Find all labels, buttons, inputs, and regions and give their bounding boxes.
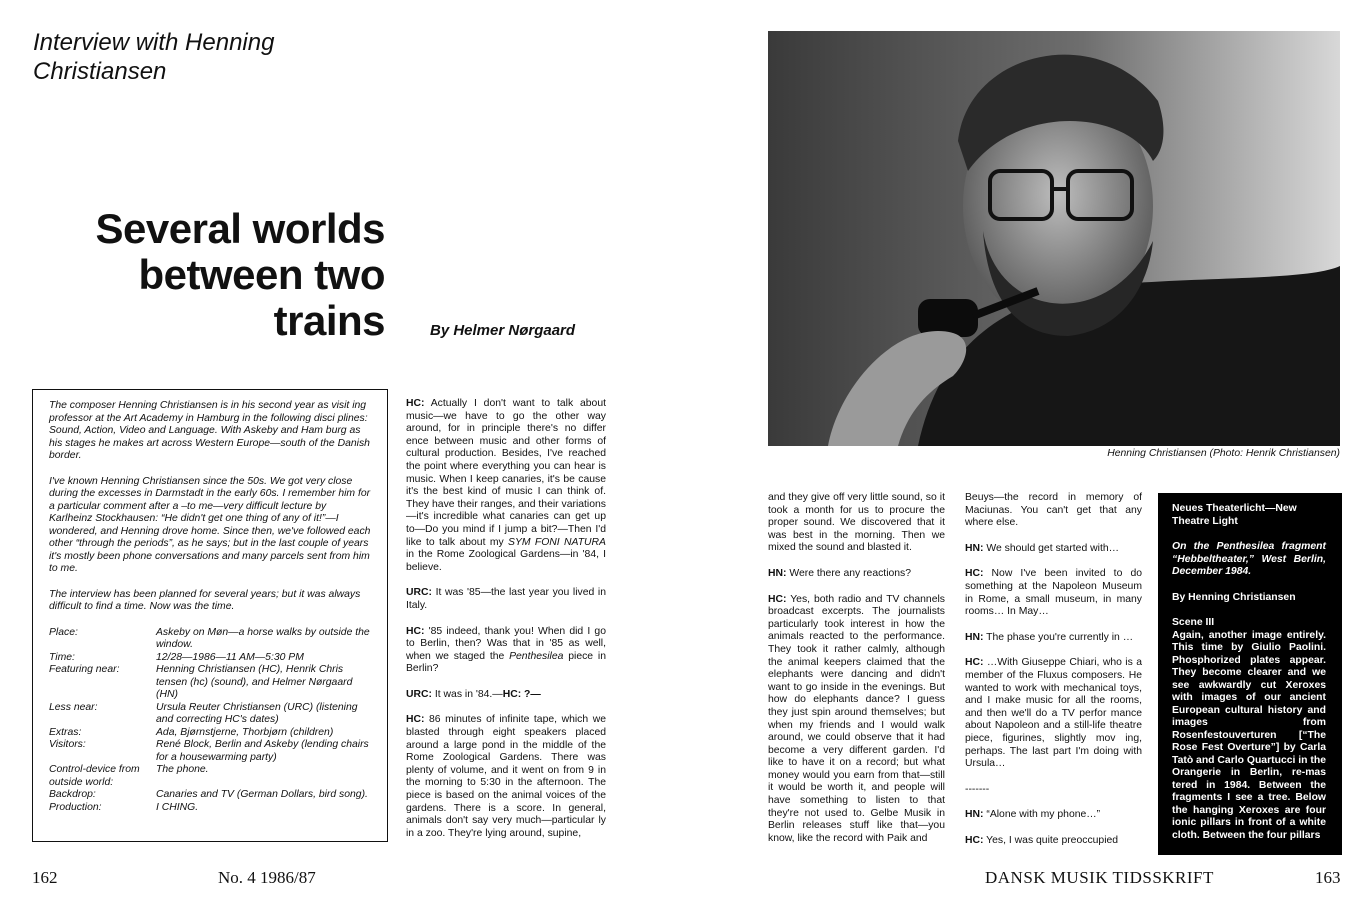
facts-value: Henning Christiansen (HC), Henrik Chris tensen (hc) (sound), and Helmer Nørgaard (HN) [156,664,353,700]
paragraph-text: The phase you're currently in … [983,631,1134,643]
sidebar-body: Again, another image entirely. This time by Giulio Paolini. Phosphorized plates appear. They become clearer and we see awkwardly cut Xeroxes with images of our ancient European cultural history and images from Rosenfestouverturen [“The Rose Fest Overture”] by Carla Tatò and Carlo Quartucci in the Orangerie in Berlin, re-mas tered in 1984. Between the fragments I see a tree. Below the hanging Xeroxes are four ionic pillars in front of a white cloth. Between the four pillars [1172,629,1326,841]
facts-value: 12/28—1986—11 AM—5:30 PM [156,651,304,663]
paragraph-text: Actually I don't want to talk about music—we have to go the other way around, for in principle there's no differ ence between music and other forms of cultural production. Besides, I've reached the point where everything you can hear is music. When I keep canaries, it's be cause it's the best kind of music I can think of. They have their ranges, and their variations—it's incredible what canaries can get up to—Do you mind if I jump a bit?—Then I'd like to talk about my [406,398,606,548]
headline-line-3: trains [273,297,385,344]
article-headline [40,206,385,344]
facts-row [49,702,371,727]
speaker-label: HN: [965,809,984,821]
journal-title: DANSK MUSIK TIDSSKRIFT [985,868,1214,887]
paragraph-text: Yes, I was quite preoccupied [983,834,1119,846]
sidebar-box [1158,493,1342,855]
speaker-label: HC: [965,834,984,846]
interview-paragraph [965,543,1142,556]
page-number-left: 162 [32,868,58,887]
interview-paragraph [406,398,606,574]
interview-paragraph [965,809,1142,822]
paragraph-text: in the Rome Zoological Gardens—in '84, I believe. [406,549,606,573]
facts-label: Place: [49,626,78,638]
speaker-label: HC: [768,593,787,605]
paragraph-text: Now I've been invited to do something at the Napoleon Museum in Rome, a small museum, in many rooms… In May… [965,568,1142,618]
facts-label: Less near: [49,701,98,713]
speaker-label: HN: [768,567,787,579]
interview-paragraph [768,594,945,846]
interview-paragraph [965,835,1142,848]
speaker-label: HC: [406,398,425,409]
interview-paragraph [406,626,606,676]
interview-paragraph [965,568,1142,618]
interview-paragraph [965,632,1142,645]
facts-label: Visitors: [49,739,86,750]
facts-value: René Block, Berlin and Askeby (lending chairs for a housewarming party) [156,739,369,763]
portrait-photo [768,31,1340,446]
intro-paragraph: I've known Henning Christiansen since the 50s. We got very close during the excesses in Darmstadt in the early 60s. I remember him for a particular comment after a –to me—very difficult lecture by Karlheinz Stockhausen: “He didn't get one thing of any of it!”—I wondered, and Henning drove home. Since then, we've followed each other “through the periods”, as he says; but in the last couple of years it's mostly been phone conversations and many parcels sent from him to me. [49,475,371,574]
headline-line-1: Several worlds [95,205,385,252]
interview-paragraph [965,657,1142,770]
facts-row [49,652,371,665]
paragraph-text: 86 minutes of infinite tape, which we blasted through eight speakers placed around a large pond in the middle of the Rome Zoological Gardens. There was plenty of volume, and it went on from 9 in the morning to 5:30 in the afternoon. The piece is based on the animal voices of the gardens. There is a score. In general, animals don't say very much—particular ly in a zoo. They're lying around, supine, [406,714,606,839]
facts-label: Featuring near: [49,664,120,675]
speaker-label: HN: [965,542,984,554]
portrait-image [768,31,1340,446]
interview-column-3 [965,492,1142,860]
paragraph-text: Were there any reactions? [786,567,912,579]
interview-paragraph [406,689,606,702]
speaker-label: HC: [406,714,425,726]
facts-label: Extras: [49,726,82,738]
paragraph-text: and they give off very little sound, so it took a month for us to procure the proper sound. We discovered that it was best in the morning. Then we mixed the sound and blasted it. [768,492,945,554]
facts-value: Canaries and TV (German Dollars, bird song). [156,789,368,800]
facts-value: The phone. [156,764,209,775]
facts-row [49,664,371,702]
speaker-label: URC: [406,688,432,700]
sidebar-scene: Scene III [1172,617,1215,628]
issue-label: No. 4 1986/87 [218,868,316,887]
speaker-label: HC: [406,625,425,637]
sidebar-author: By Henning Christiansen [1172,591,1296,603]
interview-paragraph [965,492,1142,530]
article-byline: By Helmer Nørgaard [430,322,576,339]
facts-row [49,727,371,740]
interview-paragraph [406,714,606,840]
sidebar-title: Neues Theaterlicht—New Theatre Light [1172,503,1297,527]
facts-row [49,789,371,802]
facts-row [49,802,371,815]
facts-value: I CHING. [156,801,199,813]
sidebar-subtitle: On the Penthesilea fragment “Hebbeltheater,” West Berlin, December 1984. [1172,541,1326,577]
paragraph-text: “Alone with my phone…” [983,809,1101,821]
speaker-label: HN: [965,631,984,643]
article-kicker: Interview with Henning Christiansen [33,29,275,85]
interview-column-1 [406,398,606,853]
facts-row [49,739,371,764]
intro-paragraph: The composer Henning Christiansen is in his second year as visit ing professor at the Art Academy in Hamburg in the following disci plines: Sound, Action, Video and Language. With Askeby and Ham burg as his stages he makes art across Western Europe—south of the Danish border. [49,400,370,461]
page-number-right: 163 [1315,868,1341,887]
facts-value: Askeby on Møn—a horse walks by outside the window. [156,626,370,650]
intro-box [32,389,388,842]
facts-label: Control-device from outside world: [49,764,140,788]
paragraph-text: Yes, both radio and TV channels broadcast excerpts. The journalists particularly took interest in how the animals reacted to the performance. They took it rather calmly, although the animal keepers claimed that the elephants were dancing and didn't want to go inside in the evenings. But how do elephants dance? I guess they just spin around themselves; but when my friends and I would walk around, we could observe that it had become a very different garden. I'd like to have it on a record; but what money would you earn from that—still it would be worth it, and people will have something to listen to that they're not used to. Gelbe Musik in Berlin releases stuff like that—you know, like the record with Paik and [768,593,945,844]
section-divider [965,784,1142,797]
facts-row [49,764,371,789]
interview-paragraph [768,492,945,555]
speaker-label: HC: [965,657,984,669]
paragraph-text: ------- [965,783,990,795]
facts-value: Ada, Bjørnstjerne, Thorbjørn (children) [156,726,334,738]
interview-paragraph [406,587,606,612]
facts-label: Time: [49,651,75,663]
paragraph-text: piece in Berlin? [406,650,606,675]
photo-caption: Henning Christiansen (Photo: Henrik Christiansen) [1107,448,1340,459]
paragraph-text: It was in '84.— [431,688,503,700]
headline-line-2: between two [138,251,385,298]
speaker-label: URC: [406,587,432,599]
interview-column-2 [768,492,945,858]
facts-label: Backdrop: [49,789,96,800]
intro-paragraph: The interview has been planned for several years; but it was always difficult to find a time. Now was the time. [49,588,361,612]
interview-paragraph [768,568,945,581]
paragraph-text: …With Giuseppe Chiari, who is a member of the Fluxus composers. He wanted to work with mechanical toys, and I make music for all the rooms, and then we'll do a TV perfor mance about Napoleon and a still-life theatre piece, figurines, slightly mov ing, perhaps. The last part I'm doing with Ursula… [965,657,1142,770]
paragraph-text: We should get started with… [983,542,1119,554]
paragraph-text: '85 indeed, thank you! When did I go to Berlin, then? Was that in '85 as well, when we staged the [406,625,606,662]
work-title: Penthesilea [509,650,564,662]
work-title: SYM FONI NATURA [508,536,606,548]
interview-facts-table [49,627,371,815]
paragraph-text: It was '85—the last year you lived in Italy. [406,587,606,611]
speaker-label: HC: ?— [502,688,541,700]
speaker-label: HC: [965,568,984,580]
facts-row [49,627,371,652]
paragraph-text: Beuys—the record in memory of Maciunas. You can't get that any where else. [965,492,1142,529]
facts-value: Ursula Reuter Christiansen (URC) (listening and correcting HC's dates) [156,701,358,725]
facts-label: Production: [49,801,102,813]
